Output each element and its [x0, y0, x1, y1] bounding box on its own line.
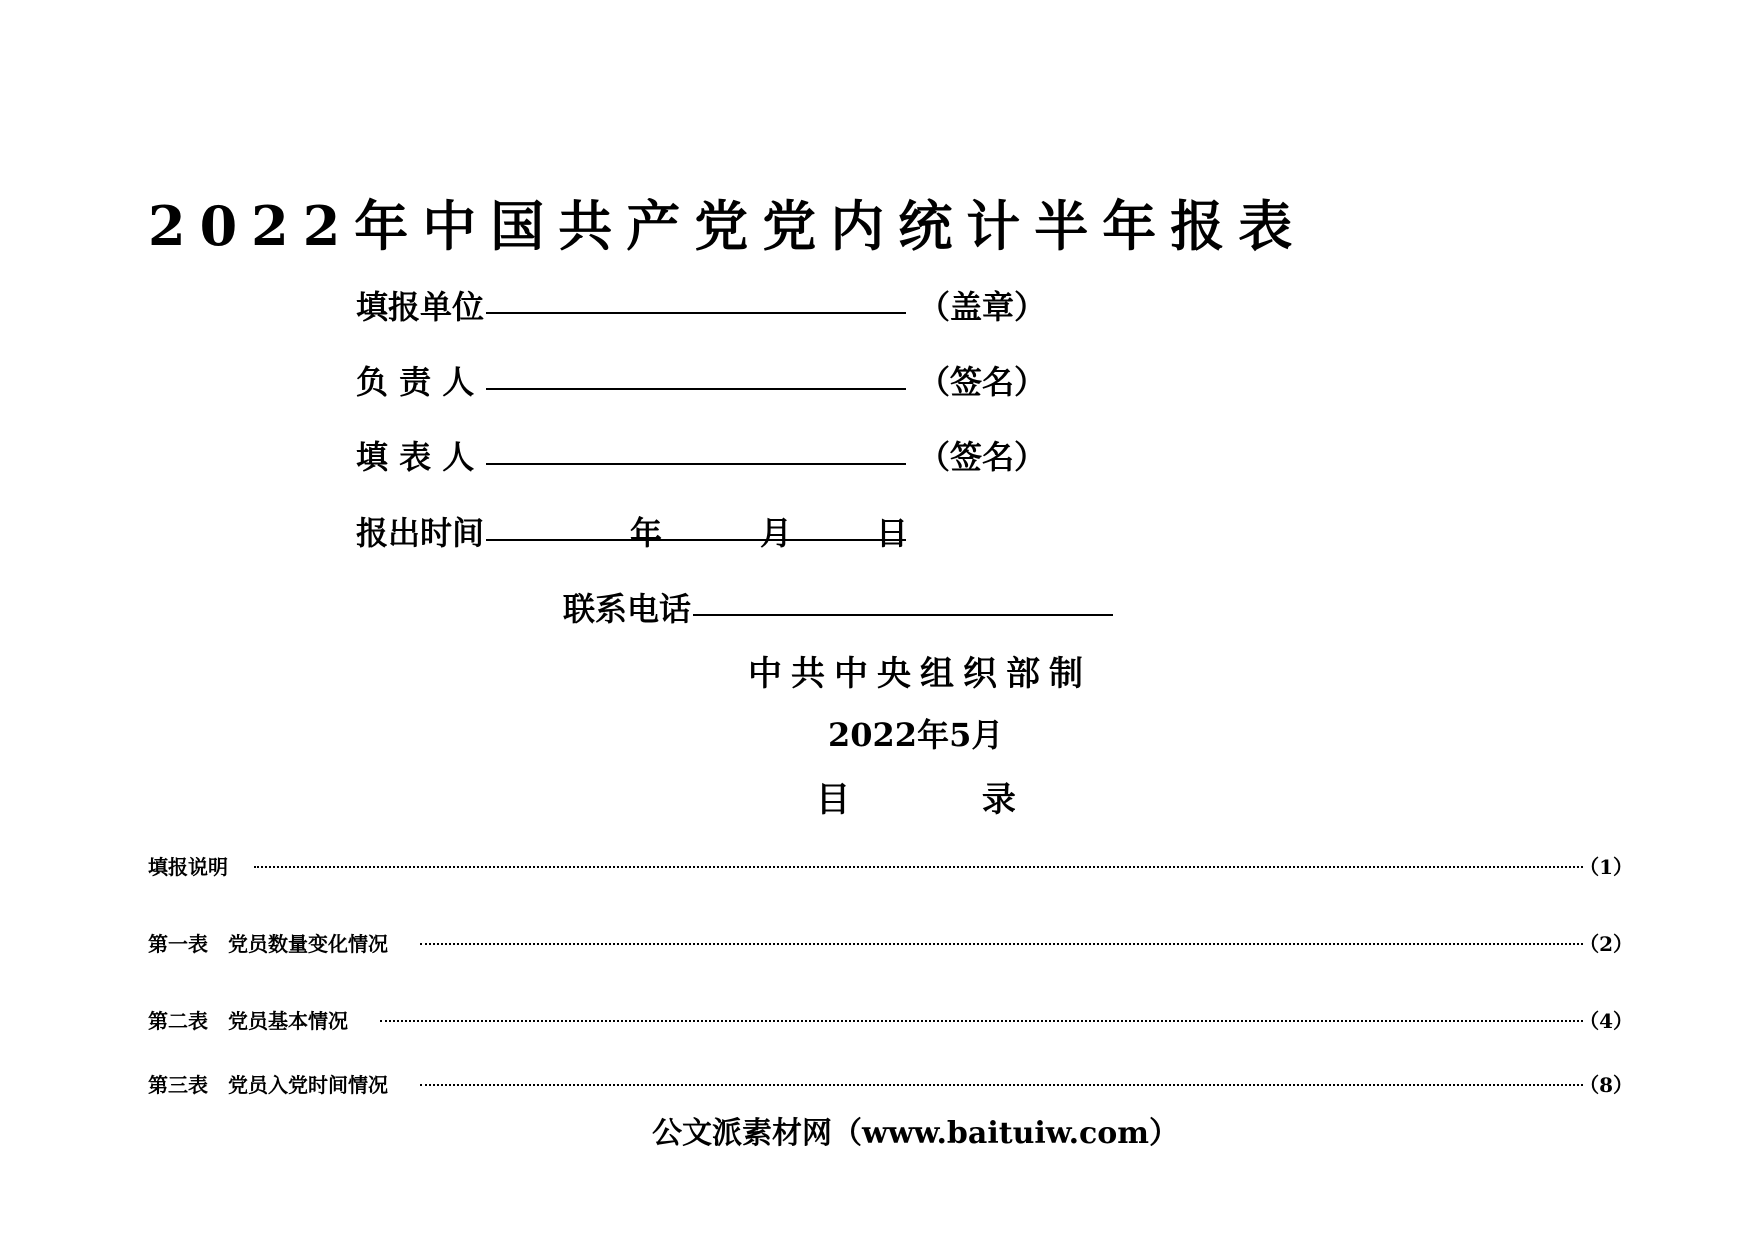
unit-field-line[interactable] — [486, 312, 906, 314]
filler-label: 填 表 人 — [356, 438, 475, 476]
toc-item-page: （1） — [1579, 855, 1633, 879]
day-unit: 日 — [876, 514, 909, 552]
toc-item-label: 填报说明 — [148, 851, 228, 880]
responsible-label: 负 责 人 — [356, 363, 475, 401]
toc-item[interactable] — [148, 1005, 1633, 1033]
toc-leader — [254, 866, 1583, 868]
month-unit: 月 — [760, 514, 793, 552]
toc-leader — [420, 1084, 1583, 1086]
filler-field-line[interactable] — [486, 463, 906, 465]
filler-suffix: （签名） — [918, 438, 1047, 476]
report-time-label: 报出时间 — [356, 514, 485, 552]
phone-field-line[interactable] — [693, 614, 1113, 616]
toc-item[interactable] — [148, 928, 1633, 956]
responsible-field-line[interactable] — [486, 388, 906, 390]
unit-label: 填报单位 — [356, 288, 485, 326]
document-title: 2022年中国共产党党内统计半年报表 — [148, 194, 1307, 258]
toc-item-page: （2） — [1579, 932, 1633, 956]
toc-item-label: 第二表 党员基本情况 — [148, 1005, 348, 1034]
unit-suffix: （盖章） — [918, 288, 1047, 326]
toc-leader — [420, 943, 1583, 945]
toc-item[interactable] — [148, 1069, 1633, 1097]
report-time-field-line[interactable] — [486, 539, 906, 541]
toc-item-page: （8） — [1579, 1073, 1633, 1097]
issuer: 中共中央组织部制 — [748, 654, 1092, 694]
toc-item-page: （4） — [1579, 1009, 1633, 1033]
toc-title: 目 录 — [816, 780, 1016, 820]
year-unit: 年 — [630, 514, 663, 552]
phone-label: 联系电话 — [563, 590, 692, 628]
footer-watermark: 公文派素材网（www.baituiw.com） — [652, 1116, 1180, 1151]
toc-item-label: 第三表 党员入党时间情况 — [148, 1069, 388, 1098]
responsible-suffix: （签名） — [918, 363, 1047, 401]
toc-leader — [380, 1020, 1583, 1022]
toc-item-label: 第一表 党员数量变化情况 — [148, 928, 388, 957]
issue-date: 2022年5月 — [828, 716, 1004, 754]
toc-item[interactable] — [148, 851, 1633, 879]
